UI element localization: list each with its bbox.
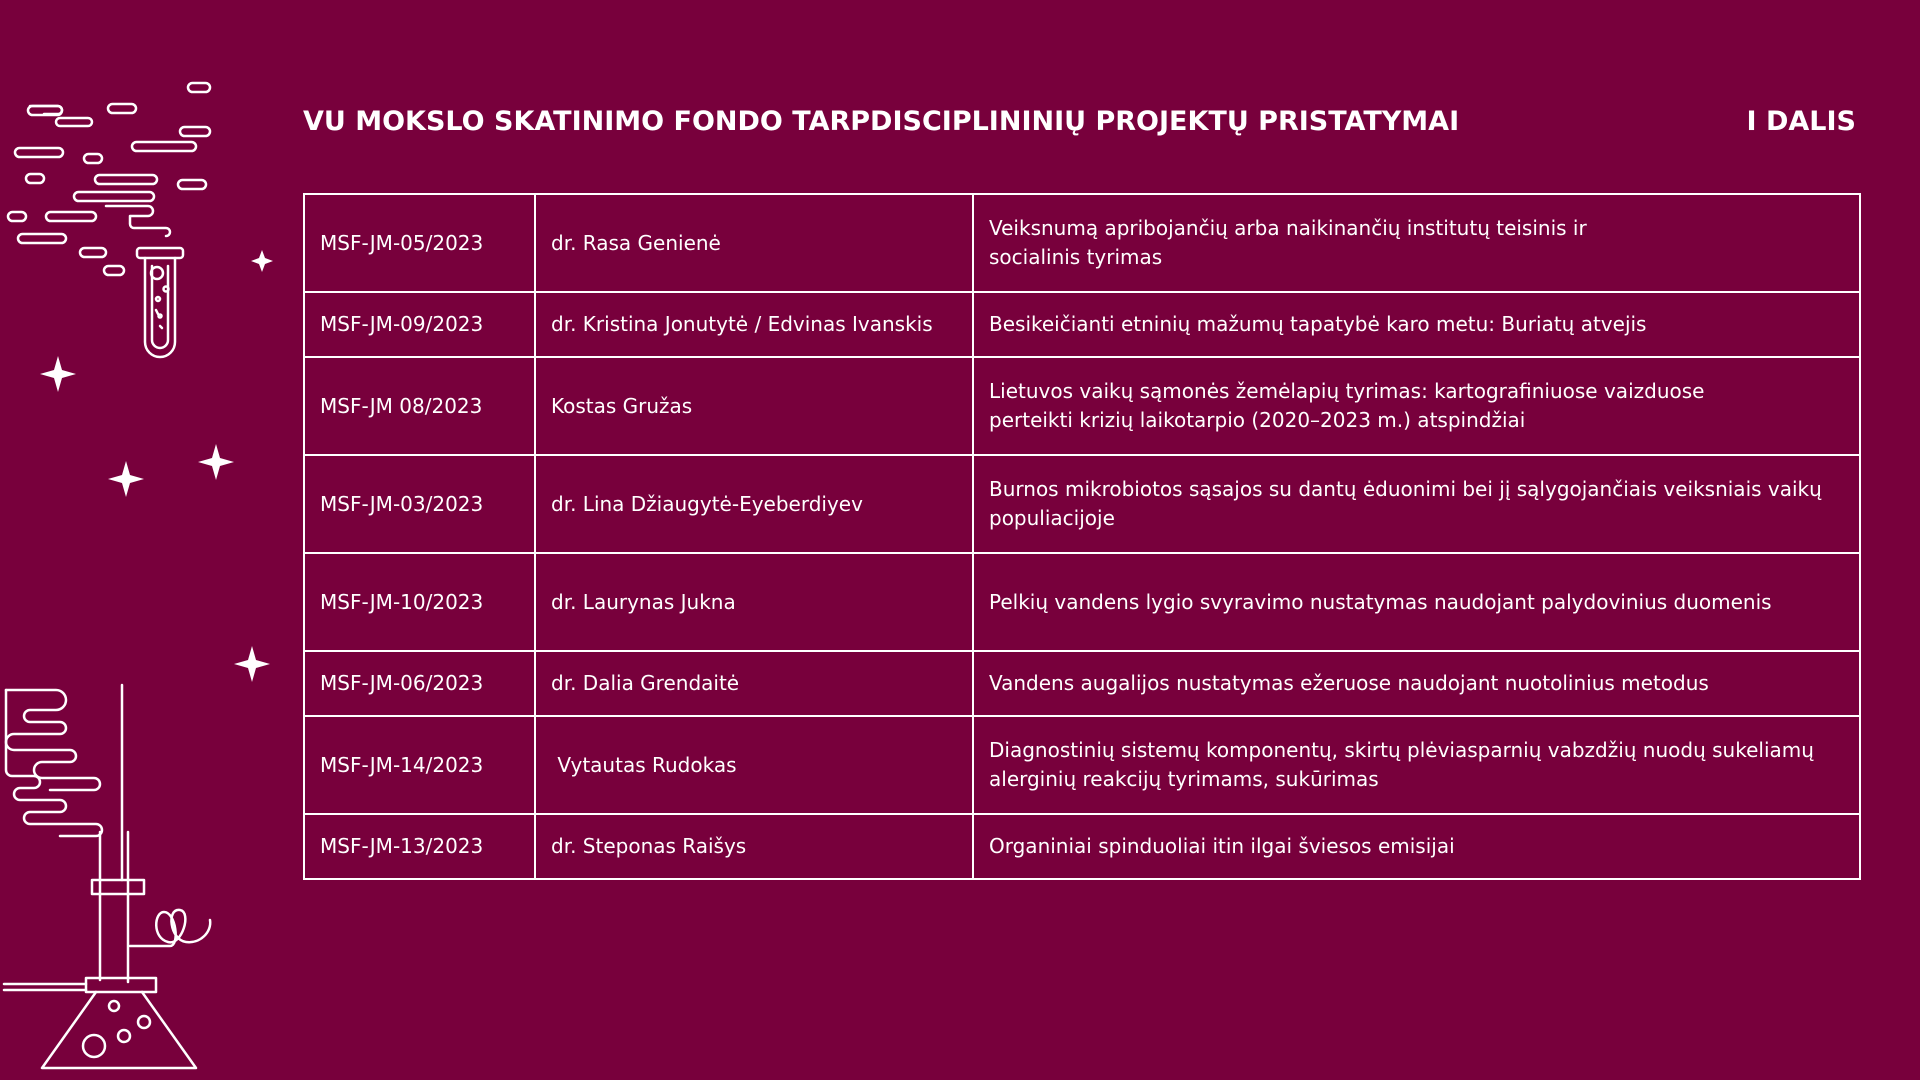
project-author: Vytautas Rudokas: [535, 716, 973, 814]
table-row: [304, 716, 1860, 814]
project-title: [973, 651, 1860, 716]
project-code: MSF-JM 08/2023: [304, 357, 535, 455]
project-title: [973, 292, 1860, 357]
project-title-line: Burnos mikrobiotos sąsajos su dantų ėduonimi bei jį sąlygojančiais veiksniais vaikų: [989, 477, 1822, 501]
project-author: dr. Rasa Genienė: [535, 194, 973, 292]
project-title-line: perteikti krizių laikotarpio (2020–2023 m.) atspindžiai: [989, 408, 1526, 432]
project-code: MSF-JM-14/2023: [304, 716, 535, 814]
test-tube-icon: [137, 248, 183, 357]
project-code: MSF-JM-03/2023: [304, 455, 535, 553]
sparkle-star-icon: [40, 250, 273, 682]
table-row: [304, 455, 1860, 553]
project-author: dr. Kristina Jonutytė / Edvinas Ivanskis: [535, 292, 973, 357]
project-title-line: Diagnostinių sistemų komponentų, skirtų plėviasparnių vabzdžių nuodų sukeliamų: [989, 738, 1814, 762]
project-title-line: Lietuvos vaikų sąmonės žemėlapių tyrimas: kartografiniuose vaizduose: [989, 379, 1705, 403]
project-title: [973, 716, 1860, 814]
project-title-line: Veiksnumą apribojančių arba naikinančių institutų teisinis ir: [989, 216, 1587, 240]
project-title-line: socialinis tyrimas: [989, 245, 1163, 269]
project-title-line: Vandens augalijos nustatymas ežeruose naudojant nuotolinius metodus: [989, 671, 1709, 695]
project-title: [973, 357, 1860, 455]
project-code: MSF-JM-06/2023: [304, 651, 535, 716]
lab-flask-icon: [4, 685, 210, 1068]
project-title: [973, 814, 1860, 879]
project-code: MSF-JM-13/2023: [304, 814, 535, 879]
project-title-line: Pelkių vandens lygio svyravimo nustatymas naudojant palydovinius duomenis: [989, 589, 1772, 614]
table-row: [304, 651, 1860, 716]
project-title-line: Besikeičianti etninių mažumų tapatybė karo metu: Buriatų atvejis: [989, 312, 1647, 336]
decorative-illustrations: [0, 0, 280, 1080]
project-author: dr. Lina Džiaugytė-Eyeberdiyev: [535, 455, 973, 553]
project-title: [973, 455, 1860, 553]
table-row: [304, 292, 1860, 357]
projects-table: [303, 193, 1861, 880]
project-code: MSF-JM-09/2023: [304, 292, 535, 357]
project-code: MSF-JM-05/2023: [304, 194, 535, 292]
page-title: VU MOKSLO SKATINIMO FONDO TARPDISCIPLININIŲ PROJEKTŲ PRISTATYMAI: [303, 106, 1460, 137]
project-title: [973, 194, 1860, 292]
project-title-line: Organiniai spinduoliai itin ilgai šviesos emisijai: [989, 834, 1455, 858]
project-title-line: populiacijoje: [989, 506, 1115, 530]
table-row: [304, 357, 1860, 455]
table-row: [304, 553, 1860, 651]
project-title-line: alerginių reakcijų tyrimams, sukūrimas: [989, 767, 1379, 791]
project-author: dr. Steponas Raišys: [535, 814, 973, 879]
project-author: dr. Laurynas Jukna: [535, 553, 973, 651]
project-code: MSF-JM-10/2023: [304, 553, 535, 651]
vapour-clouds-icon: [8, 83, 210, 275]
table-row: [304, 194, 1860, 292]
project-author: Kostas Gružas: [535, 357, 973, 455]
project-title: [973, 553, 1860, 651]
table-row: [304, 814, 1860, 879]
project-author: dr. Dalia Grendaitė: [535, 651, 973, 716]
part-label: I DALIS: [1746, 106, 1856, 137]
